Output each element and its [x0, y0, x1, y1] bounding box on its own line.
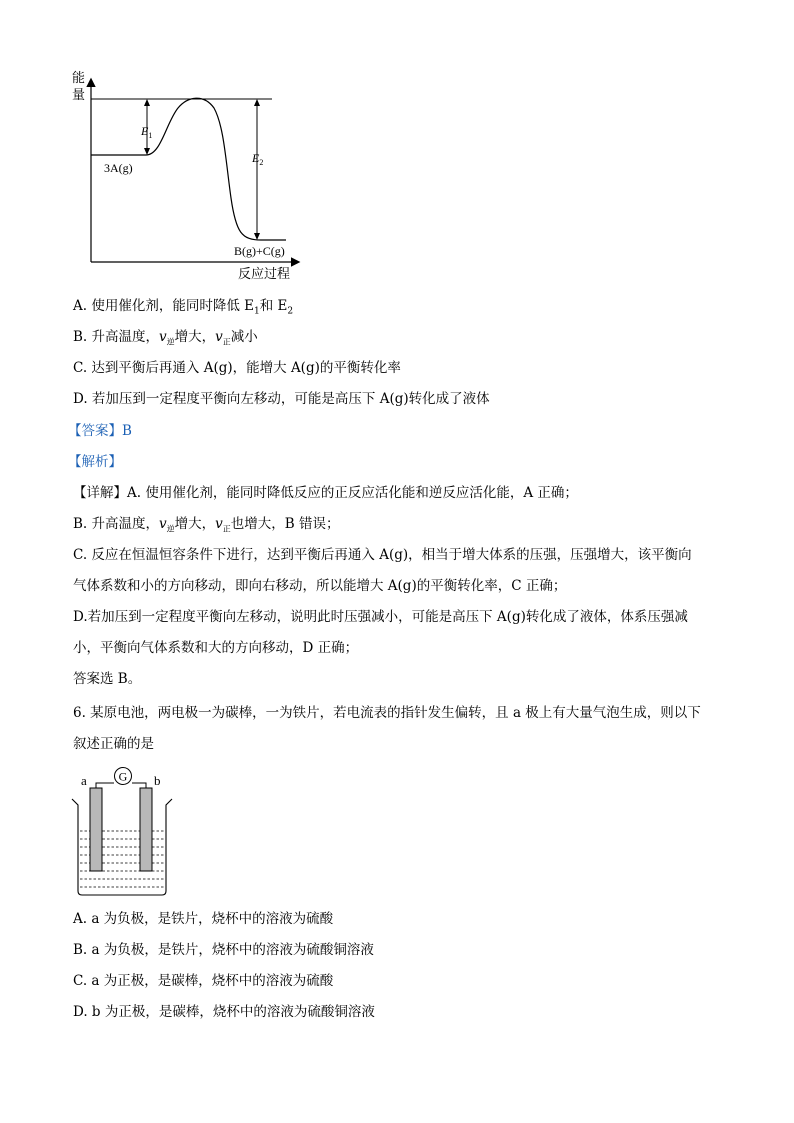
q6-option-b: B. a 为负极，是铁片，烧杯中的溶液为硫酸铜溶液	[73, 942, 374, 958]
galvanometer-label: G	[118, 769, 128, 784]
y-axis-label-2: 量	[72, 87, 86, 102]
energy-diagram	[66, 68, 306, 283]
q6-stem-line1: 6. 某原电池，两电极一为碳棒，一为铁片，若电流表的指针发生偏转，且 a 极上有大量气泡生成，则以下	[73, 705, 701, 721]
electrode-a	[90, 788, 102, 871]
answer-label: 【答案】B	[68, 423, 132, 439]
detail-d-line1: D.若加压到一定程度平衡向左移动，说明此时压强减小，可能是高压下 A(g)转化成了液体，体系压强减	[73, 609, 688, 625]
q5-option-d: D. 若加压到一定程度平衡向左移动，可能是高压下 A(g)转化成了液体	[73, 391, 490, 407]
conclusion: 答案选 B。	[73, 671, 142, 687]
detail-a: 【详解】A. 使用催化剂，能同时降低反应的正反应活化能和逆反应活化能，A 正确；	[73, 485, 578, 501]
q6-option-c: C. a 为正极，是碳棒，烧杯中的溶液为硫酸	[73, 973, 334, 989]
electrode-b-label: b	[154, 773, 161, 788]
q5-option-a: A. 使用催化剂，能同时降低 $E_1$和 $E_2$	[73, 298, 294, 317]
galvanic-cell-diagram	[68, 763, 178, 898]
x-axis-label: 反应过程	[238, 266, 291, 281]
detail-b: B. 升高温度，$v_逆$增大，$v_正$也增大，B 错误；	[73, 516, 340, 534]
electrode-a-label: a	[81, 773, 87, 788]
e1-label: $E_1$	[141, 124, 153, 140]
y-axis-label-1: 能	[72, 70, 86, 85]
q6-stem-line2: 叙述正确的是	[73, 736, 154, 752]
product-label: B(g)+C(g)	[234, 244, 285, 258]
analysis-label: 【解析】	[68, 454, 122, 470]
electrode-b	[140, 788, 152, 871]
q5-option-c: C. 达到平衡后再通入 A(g)，能增大 A(g)的平衡转化率	[73, 360, 401, 376]
q6-option-a: A. a 为负极，是铁片，烧杯中的溶液为硫酸	[73, 911, 334, 927]
detail-c-line2: 气体系数和小的方向移动，即向右移动，所以能增大 A(g)的平衡转化率，C 正确；	[73, 578, 567, 594]
detail-d-line2: 小，平衡向气体系数和大的方向移动，D 正确；	[73, 640, 359, 656]
reactant-label: 3A(g)	[104, 161, 133, 175]
e2-label: $E_2$	[252, 151, 264, 167]
q6-option-d: D. b 为正极，是碳棒，烧杯中的溶液为硫酸铜溶液	[73, 1004, 375, 1020]
detail-c-line1: C. 反应在恒温恒容条件下进行，达到平衡后再通入 A(g)，相当于增大体系的压强，压强增大，该平衡向	[73, 547, 692, 563]
q5-option-b: B. 升高温度，$v_逆$增大，$v_正$减小	[73, 329, 258, 347]
